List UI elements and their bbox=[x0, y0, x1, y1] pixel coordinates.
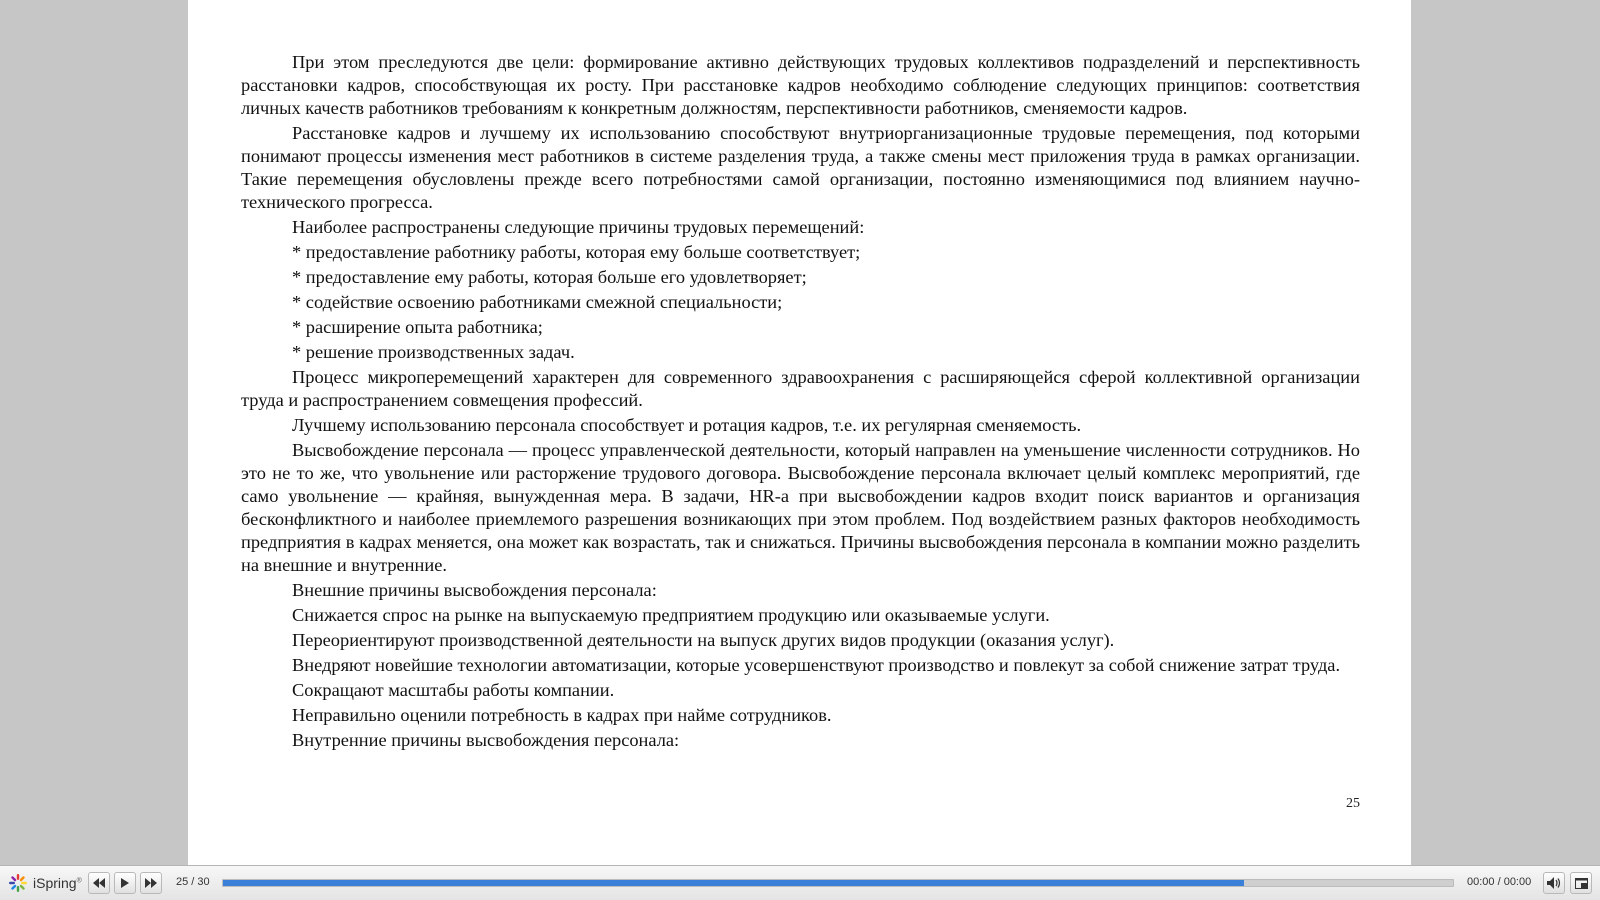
progress-bar[interactable] bbox=[222, 879, 1454, 887]
paragraph: Неправильно оценили потребность в кадрах при найме сотрудников. bbox=[292, 705, 832, 725]
paragraph: Снижается спрос на рынке на выпускаемую предприятием продукцию или оказываемые услуги. bbox=[292, 605, 1050, 625]
paragraph: Внутренние причины высвобождения персонала: bbox=[292, 730, 680, 750]
previous-slide-button[interactable] bbox=[88, 872, 110, 894]
speaker-icon bbox=[1547, 877, 1561, 889]
next-slide-button[interactable] bbox=[140, 872, 162, 894]
rewind-icon bbox=[93, 878, 105, 888]
paragraph: Высвобождение персонала — процесс управленческой деятельности, который направлен на уменьшение численности сотрудников. Но это не то же, что увольнение или расторжение трудового договора. Высвобождение персонала включает целый комплекс мероприятий, где само увольнение — крайняя, вынужденная мера. В задачи, HR-а при высвобождении кадров входит поиск вариантов и организация бесконфликтного и наиболее приемлемого разрешения возникающих при этом проблем. Под воздействием разных факторов необходимость предприятия в кадрах меняется, она может как возрастать, так и снижаться. Причины высвобождения персонала в компании можно разделить на внешние и внутренние. bbox=[241, 440, 1360, 575]
paragraph: Сокращают масштабы работы компании. bbox=[292, 680, 615, 700]
progress-fill bbox=[223, 880, 1244, 886]
player-toolbar bbox=[0, 865, 1600, 900]
list-item: * предоставление работнику работы, которая ему больше соответствует; bbox=[292, 242, 861, 262]
ispring-logo bbox=[8, 873, 82, 893]
page-text bbox=[241, 51, 1360, 754]
logo-text bbox=[33, 875, 82, 891]
list-item: * расширение опыта работника; bbox=[292, 317, 543, 337]
paragraph: Лучшему использованию персонала способствует и ротация кадров, т.е. их регулярная сменяемость. bbox=[292, 415, 1082, 435]
paragraph: Наиболее распространены следующие причины трудовых перемещений: bbox=[292, 217, 865, 237]
paragraph: Внедряют новейшие технологии автоматизации, которые усовершенствуют производство и повлекут за собой снижение затрат труда. bbox=[292, 655, 1341, 675]
volume-button[interactable] bbox=[1543, 872, 1565, 894]
ispring-logo-icon bbox=[8, 873, 28, 893]
time-display: 00:00 / 00:00 bbox=[1467, 876, 1532, 888]
logo-wordmark: iSpring bbox=[33, 875, 77, 891]
slide-counter: 25 / 30 bbox=[176, 876, 210, 888]
fast-forward-icon bbox=[145, 878, 157, 888]
fullscreen-button[interactable] bbox=[1570, 872, 1592, 894]
list-item: * содействие освоению работниками смежной специальности; bbox=[292, 292, 783, 312]
play-button[interactable] bbox=[114, 872, 136, 894]
fullscreen-icon bbox=[1575, 878, 1588, 889]
paragraph: Процесс микроперемещений характерен для современного здравоохранения с расширяющейся сферой коллективной организации труда и распространением совмещения профессий. bbox=[241, 367, 1360, 410]
paragraph: Расстановке кадров и лучшему их использованию способствуют внутриорганизационные трудовые перемещения, под которыми понимают процессы изменения мест работников в системе разделения труда, а также смены мест приложения труда в рамках организации. Такие перемещения обусловлены прежде всего потребностями самой организации, постоянно изменяющимися под влиянием научно-технического прогресса. bbox=[241, 123, 1360, 212]
list-item: * предоставление ему работы, которая больше его удовлетворяет; bbox=[292, 267, 807, 287]
paragraph: При этом преследуются две цели: формирование активно действующих трудовых коллективов подразделений и перспективность расстановки кадров, способствующая их росту. При расстановке кадров необходимо соблюдение следующих принципов: соответствия личных качеств работников требованиям к конкретным должностям, перспективности работников, сменяемости кадров. bbox=[241, 52, 1360, 118]
page-number: 25 bbox=[1346, 796, 1360, 811]
document-page bbox=[188, 0, 1411, 865]
paragraph: Переориентируют производственной деятельности на выпуск других видов продукции (оказания услуг). bbox=[292, 630, 1115, 650]
logo-registered-mark: ® bbox=[76, 877, 82, 885]
play-icon bbox=[120, 878, 130, 888]
paragraph: Внешние причины высвобождения персонала: bbox=[292, 580, 657, 600]
list-item: * решение производственных задач. bbox=[292, 342, 575, 362]
